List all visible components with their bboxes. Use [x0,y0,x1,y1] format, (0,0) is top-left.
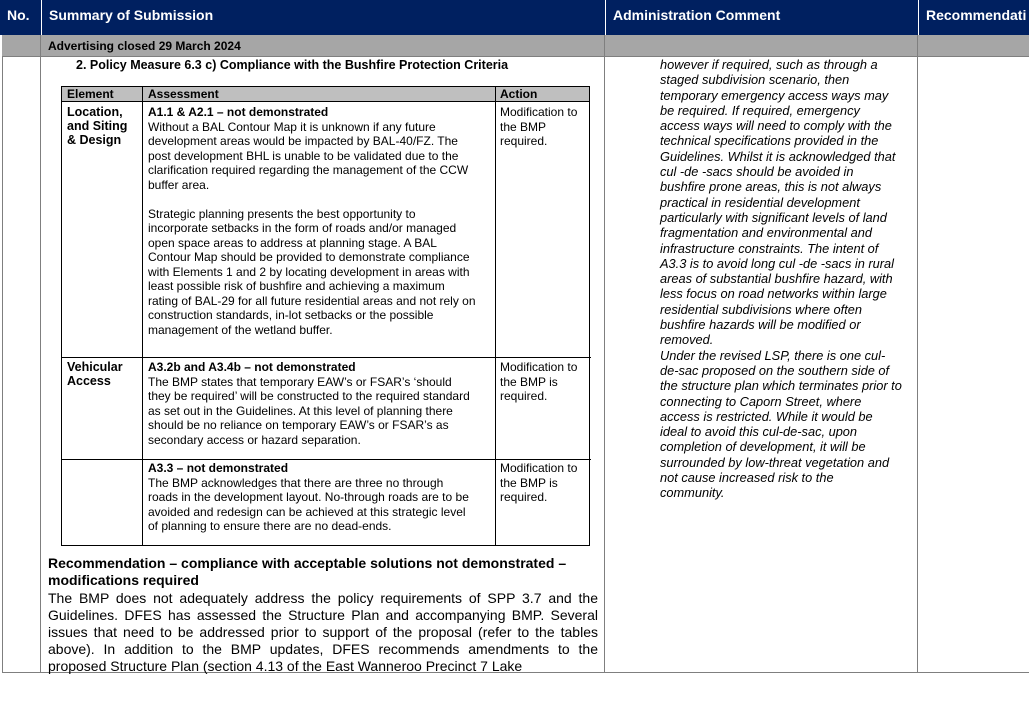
section-row-divider [604,35,605,56]
row-element: Vehicular Access [67,360,123,388]
recommendation-heading: Recommendation – compliance with acceptable solutions not demonstrated – modifications required [48,555,567,588]
assessment-table [61,86,590,546]
header-no: No. [7,7,30,23]
header-summary: Summary of Submission [41,0,605,35]
assessment-heading: A3.3 – not demonstrated [148,461,289,475]
table-header-row [0,0,1029,35]
assessment-heading: A1.1 & A2.1 – not demonstrated [148,105,329,119]
row-element: Location, and Siting & Design [67,105,128,147]
row-action: Modification to the BMP is required. [500,360,578,403]
row-assessment: A3.2b and A3.4b – not demonstrated The BMP states that temporary EAW’s or FSAR’s ‘should they be required’ will be constructed to the required standard as set out in the Guidelines. At this level of planning there should be no reliance on temporary EAW’s or FSAR’s as secondary access or hazard separation. [148,360,493,447]
col-action: Action [500,87,538,101]
row-action: Modification to the BMP required. [500,105,578,148]
col-element: Element [67,87,114,101]
grid-line [40,57,41,673]
section-row-divider [917,35,918,56]
table-divider [62,459,591,460]
row-assessment: A3.3 – not demonstrated The BMP acknowledges that there are three no through roads in the development layout. No-through roads are to be avoided and redesign can be achieved at this strategic level of planning to ensure there are no dead-ends. [148,461,493,534]
table-divider [62,357,495,358]
recommendation-paragraph: The BMP does not adequately address the policy requirements of SPP 3.7 and the Guidelines. DFES has assessed the Structure Plan and accompanying BMP. Several issues that need to be addressed prior to support of the proposal (refer to the tables above). In addition to the BMP updates, DFES recommends amendments to the proposed Structure Plan (section 4.13 of the East Wanneroo Precinct 7 Lake [48,590,598,674]
row-assessment: A1.1 & A2.1 – not demonstrated Without a BAL Contour Map it is unknown if any future development areas would be impacted by BAL-40/FZ. The post development BHL is unable to be validated due to the clarification required regarding the management of the CCW buffer area. Strategic planning presents the best opportunity to incorporate setbacks in the form of roads and/or managed open space areas to address at planning stage. A BAL Contour Map should be provided to demonstrate compliance with Elements 1 and 2 by locating development in areas with least possible risk of bushfire and achieving a maximum rating of BAL-29 for all future residential areas and not rely on construction standards, in-lot setbacks or the possible management of the wetland buffer. [148,105,493,337]
row-action: Modification to the BMP is required. [500,461,578,504]
table-divider [142,87,143,545]
header-recommendation: Recommendati [918,0,1029,35]
advertising-closed-label: Advertising closed 29 March 2024 [48,39,241,53]
section-row-divider [40,35,41,56]
administration-comment: however if required, such as through a staged subdivision scenario, then temporary emergency access ways may be required. If required, emergency access ways will need to comply with the technical specifications provided in the Guidelines. Whilst it is acknowledged that cul -de -sacs should be avoided in bushfire prone areas, this is not always practical in residential development particularly with significant levels of land fragmentation and environmental and infrastructure constraints. The intent of A3.3 is to avoid long cul -de -sacs in rural areas of substantial bushfire hazard, with less focus on road networks within large residential subdivisions where often bushfire hazards will be modified or removed. Under the revised LSP, there is one cul- de-sac proposed on the southern side of the structure plan which terminates prior to connecting to Caporn Street, where access is restricted. While it would be ideal to avoid this cul-de-sac, upon completion of development, it will be surrounded by low-threat vegetation and not cause increased risk to the community. [660,57,902,501]
grid-line [604,57,605,673]
table-divider [495,87,496,545]
header-admin-comment: Administration Comment [605,0,918,35]
section-row [2,35,1029,57]
grid-line [2,57,3,673]
table-divider [495,357,591,358]
policy-measure-heading: 2. Policy Measure 6.3 c) Compliance with the Bushfire Protection Criteria [76,58,509,72]
assessment-heading: A3.2b and A3.4b – not demonstrated [148,360,356,374]
col-assessment: Assessment [148,87,219,101]
